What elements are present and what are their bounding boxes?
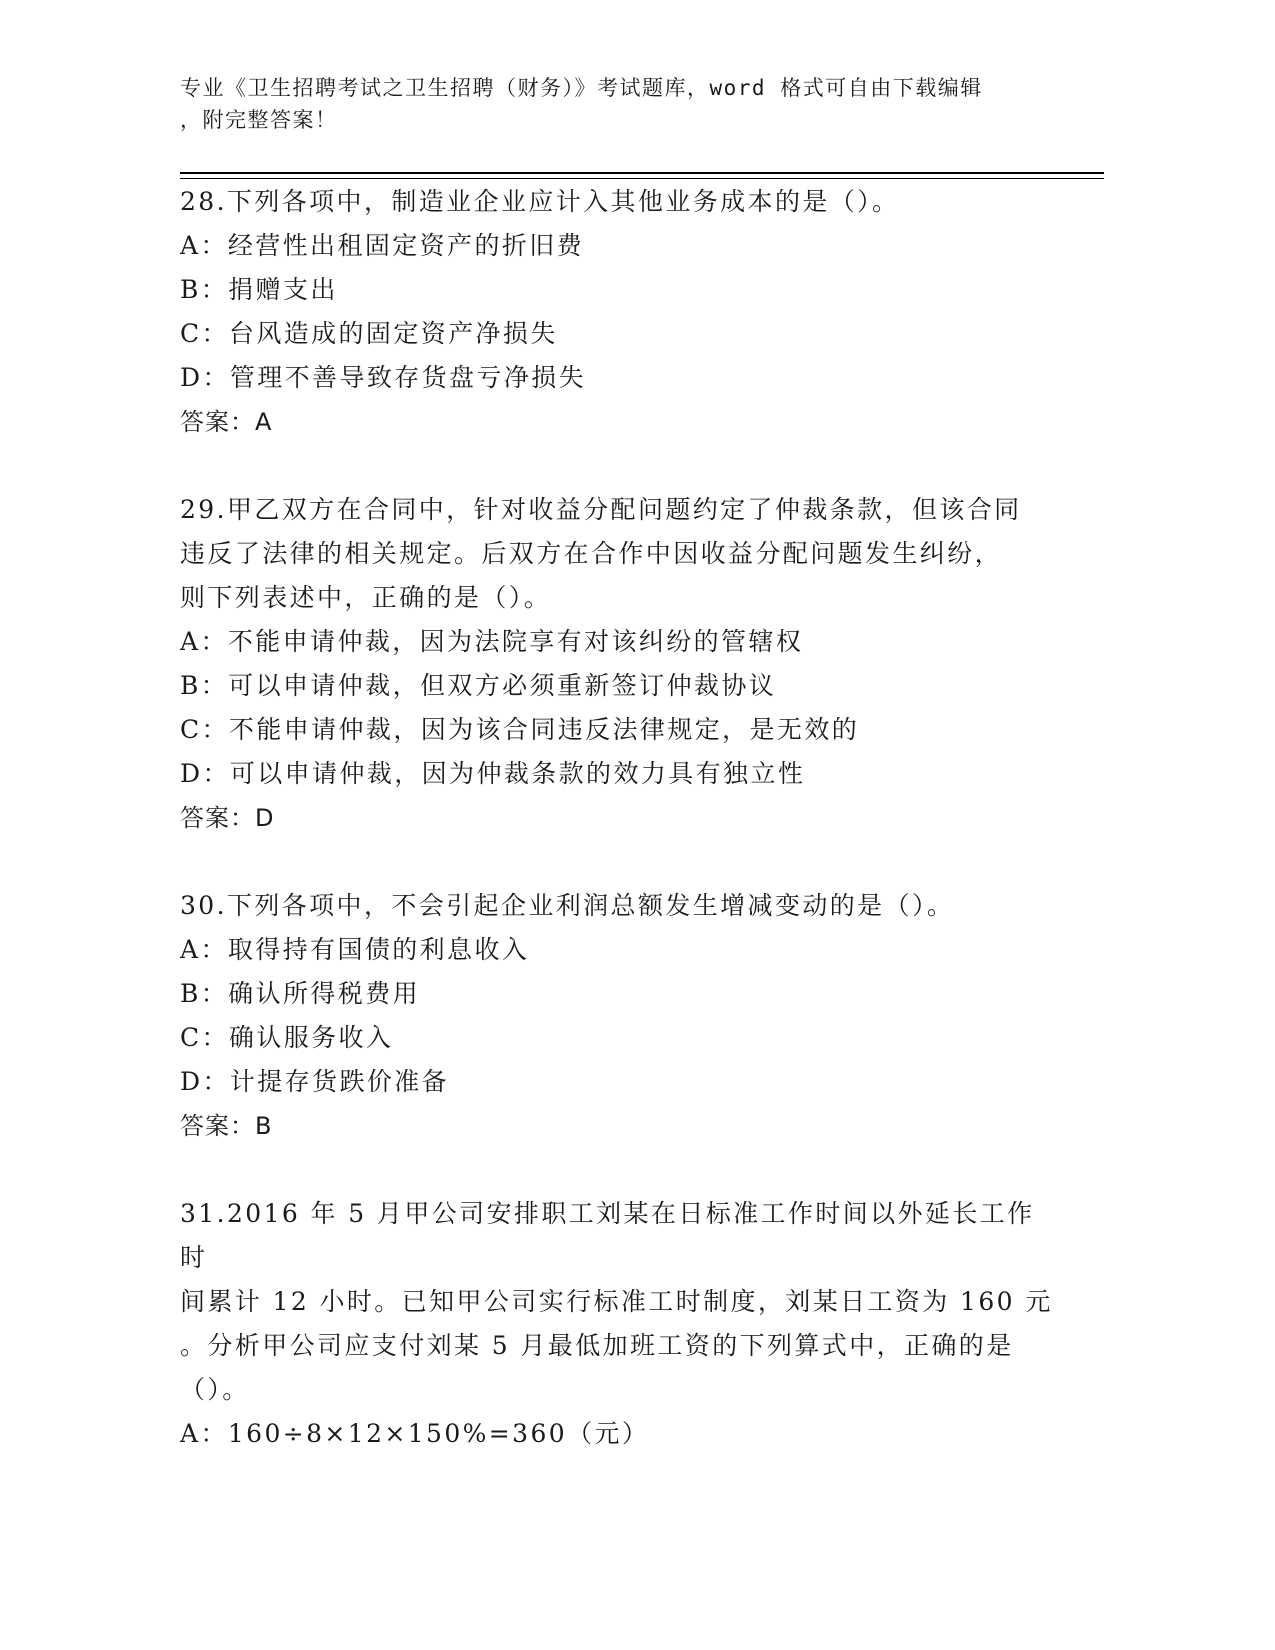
option-b: B：确认所得税费用 [180, 979, 420, 1008]
question-stem-line: 则下列表述中，正确的是（）。 [180, 583, 552, 612]
option-b: B：可以申请仲裁，但双方必须重新签订仲裁协议 [180, 671, 777, 700]
document-header [180, 72, 1060, 136]
spacer [180, 1148, 1060, 1192]
option-a: A：160÷8×12×150%=360（元） [180, 1419, 650, 1448]
header-rule-thin [180, 178, 1104, 179]
question-28 [180, 180, 1060, 444]
question-stem-line: 违反了法律的相关规定。后双方在合作中因收益分配问题发生纠纷， [180, 539, 1003, 568]
option-b: B：捐赠支出 [180, 275, 338, 304]
question-stem-line: 28.下列各项中，制造业企业应计入其他业务成本的是（）。 [180, 187, 900, 216]
question-list [180, 180, 1060, 1456]
question-stem-line: 31.2016 年 5 月甲公司安排职工刘某在日标准工作时间以外延长工作时 [180, 1199, 1035, 1272]
option-d: D：管理不善导致存货盘亏净损失 [180, 363, 587, 392]
option-c: C：确认服务收入 [180, 1023, 394, 1052]
header-line-1: 专业《卫生招聘考试之卫生招聘（财务）》考试题库，word 格式可自由下载编辑 [180, 76, 983, 100]
question-29 [180, 488, 1060, 840]
option-c: C：台风造成的固定资产净损失 [180, 319, 558, 348]
option-a: A：不能申请仲裁，因为法院享有对该纠纷的管辖权 [180, 627, 804, 656]
spacer [180, 840, 1060, 884]
question-stem-line: 30.下列各项中，不会引起企业利润总额发生增减变动的是（）。 [180, 891, 955, 920]
answer: 答案：D [180, 804, 275, 832]
answer: 答案：A [180, 408, 273, 436]
option-a: A：取得持有国债的利息收入 [180, 935, 530, 964]
option-d: D：可以申请仲裁，因为仲裁条款的效力具有独立性 [180, 759, 806, 788]
option-c: C：不能申请仲裁，因为该合同违反法律规定，是无效的 [180, 715, 860, 744]
header-rule-thick [180, 172, 1104, 174]
question-30 [180, 884, 1060, 1148]
question-stem-line: 。分析甲公司应支付刘某 5 月最低加班工资的下列算式中，正确的是 [180, 1331, 1014, 1360]
option-d: D：计提存货跌价准备 [180, 1067, 450, 1096]
header-line-2: ，附完整答案！ [180, 108, 338, 132]
spacer [180, 444, 1060, 488]
option-a: A：经营性出租固定资产的折旧费 [180, 231, 585, 260]
answer: 答案：B [180, 1112, 273, 1140]
question-stem-line: 间累计 12 小时。已知甲公司实行标准工时制度，刘某日工资为 160 元 [180, 1287, 1053, 1316]
question-stem-line: （）。 [180, 1375, 250, 1404]
question-31 [180, 1192, 1060, 1456]
question-stem-line: 29.甲乙双方在合同中，针对收益分配问题约定了仲裁条款，但该合同 [180, 495, 1022, 524]
